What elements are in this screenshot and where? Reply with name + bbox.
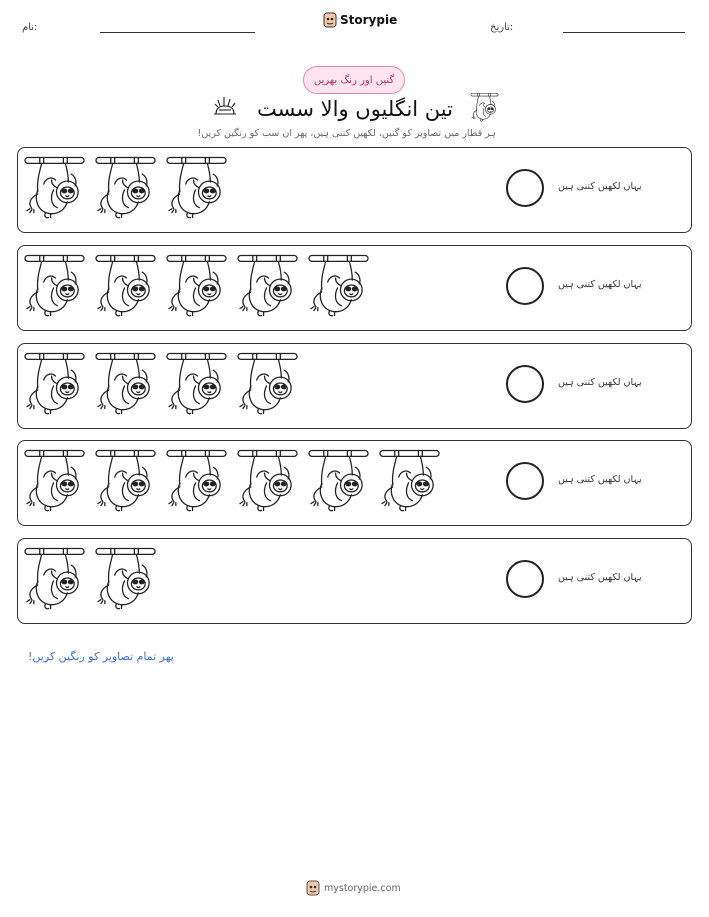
date-line[interactable] [563,32,685,33]
answer-circle[interactable] [506,169,544,207]
answer-prompt: یہاں لکھیں کتنی ہیں [558,181,642,192]
date-label: تاریخ: [490,22,514,33]
answer-circle[interactable] [506,560,544,598]
sloth-icon [166,154,229,220]
site-url: mystorypie.com [324,882,401,894]
answer-prompt: یہاں لکھیں کتنی ہیں [558,572,642,583]
sloth-icon [237,350,300,416]
count-row [17,538,692,624]
sloth-icon [24,154,87,220]
count-row [17,147,692,233]
sloth-icon [237,447,300,513]
sloth-icon [95,154,158,220]
sloth-icon [95,447,158,513]
instructions: ہر قطار میں تصاویر کو گنیں، لکھیں کتنی ہیں، پھر ان سب کو رنگین کریں! [197,128,496,139]
sloth-icon [237,252,300,318]
sloth-icon [24,252,87,318]
answer-circle[interactable] [506,267,544,305]
answer-prompt: یہاں لکھیں کتنی ہیں [558,377,642,388]
brand-logo [323,12,397,28]
answer-prompt: یہاں لکھیں کتنی ہیں [558,474,642,485]
count-row [17,245,692,331]
sloth-icon [95,545,158,611]
count-row [17,440,692,526]
sloth-icon [166,447,229,513]
site-footer [306,880,401,896]
sloth-icon [95,350,158,416]
sloth-icon [166,252,229,318]
page-title: تین انگلیوں والا سست [257,97,453,121]
sloth-icon [24,350,87,416]
sloth-icon [95,252,158,318]
count-row [17,343,692,429]
answer-prompt: یہاں لکھیں کتنی ہیں [558,279,642,290]
sloth-icon [379,447,442,513]
storypie-logo-icon [306,880,320,896]
brand-name: Storypie [340,13,398,27]
name-line[interactable] [100,32,255,33]
activity-badge: گنیں اور رنگ بھریں [303,66,405,94]
answer-circle[interactable] [506,365,544,403]
sloth-icon [470,92,500,122]
sloth-icon [24,545,87,611]
sloth-icon [24,447,87,513]
sloth-icon [308,447,371,513]
name-label: نام: [22,22,38,33]
storypie-logo-icon [323,12,337,28]
footer-note: پھر تمام تصاویر کو رنگین کریں! [28,650,174,663]
answer-circle[interactable] [506,462,544,500]
sloth-icon [166,350,229,416]
sloth-icon [308,252,371,318]
